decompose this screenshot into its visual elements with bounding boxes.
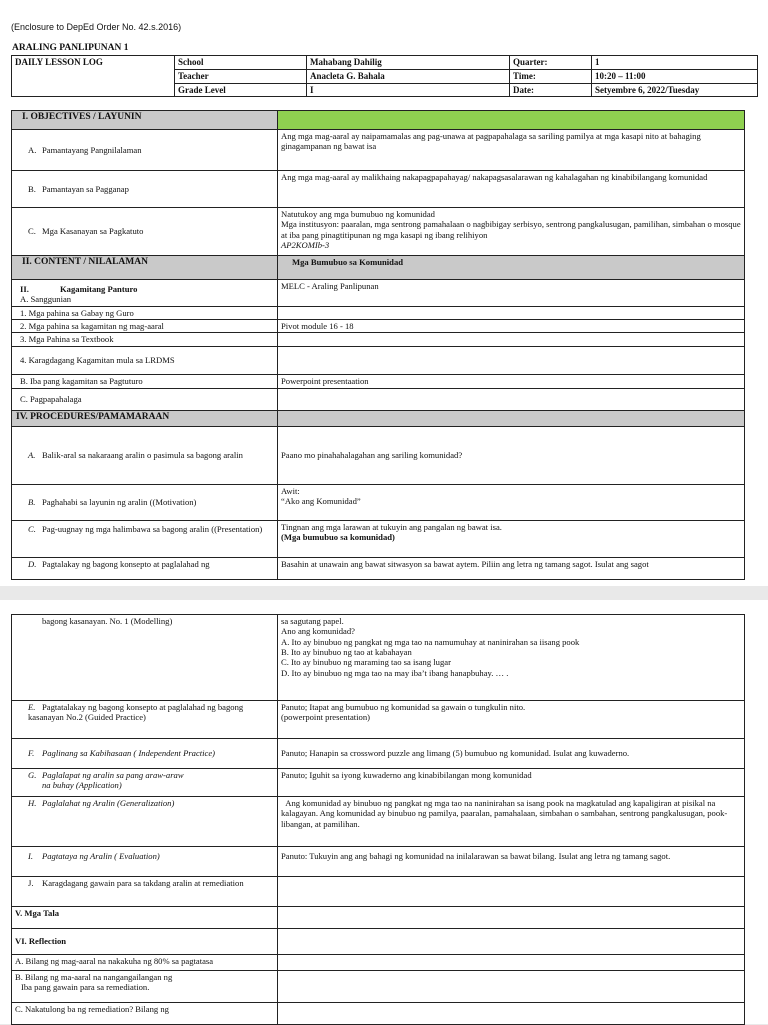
lesson-table-page-2 (11, 614, 745, 1025)
resource-row-c: C. Pagpapahalaga (12, 388, 278, 410)
mga-tala-heading: V. Mga Tala (12, 907, 278, 929)
procedure-d-continued-label: bagong kasanayan. No. 1 (Modelling) (12, 615, 278, 701)
procedure-a-label: A. Balik-aral sa nakaraang aralin o pasimula sa bagong aralin (12, 426, 278, 484)
reflection-b-label: B. Bilang ng ma-aaral na nangangailangan ng Iba pang gawain para sa remediation. (12, 971, 278, 1003)
resource-row-4: 4. Karagdagang Kagamitan mula sa LRDMS (12, 346, 278, 374)
objectives-heading: I. OBJECTIVES / LAYUNIN (12, 111, 278, 130)
quarter-value: 1 (592, 56, 758, 70)
procedure-b-label: B. Paghahabi sa layunin ng aralin ((Motivation) (12, 484, 278, 520)
reflection-text (278, 929, 745, 955)
document-page-2 (0, 600, 768, 1024)
procedure-j-label: J. Karagdagang gawain para sa takdang aralin at remediation (12, 877, 278, 907)
procedure-a-text: Paano mo pinahahalagahan ang sariling komunidad? (278, 426, 745, 484)
procedure-f-text: Panuto; Hanapin sa crossword puzzle ang limang (5) bumubuo ng komunidad. Isulat ang kuwaderno. (278, 739, 745, 769)
resource-row-3-value (278, 333, 745, 346)
teacher-value: Anacleta G. Bahala (307, 69, 510, 83)
procedure-c-label: C. Pag-uugnay ng mga halimbawa sa bagong aralin ((Presentation) (12, 520, 278, 557)
procedure-g-text: Panuto; Iguhit sa iyong kuwaderno ang kinabibilangan mong komunidad (278, 769, 745, 797)
resource-row-b-value: Powerpoint presentaation (278, 374, 745, 388)
procedure-d-continued-text: sa sagutang papel. Ano ang komunidad? A. Ito ay binubuo ng pangkat ng mga tao na namumuhay at naninirahan sa iisang pook B. Ito ay binubuo ng tao at kabahayan C. Ito ay binubuo ng maraming tao sa isang lugar D. Ito ay binubuo ng mga tao na may iba’t ibang hanapbuhay. … . (278, 615, 745, 701)
mga-tala-text (278, 907, 745, 929)
grade-label: Grade Level (175, 83, 307, 97)
reflection-a-value (278, 955, 745, 971)
resource-row-b: B. Iba pang kagamitan sa Pagtuturo (12, 374, 278, 388)
objective-a-label: A. Pamantayang Pangnilalaman (12, 130, 278, 171)
reflection-b-value (278, 971, 745, 1003)
resource-row-1-value (278, 306, 745, 319)
procedure-e-label: E. Pagtatalakay ng bagong konsepto at paglalahad ng bagong kasanayan No.2 (Guided Practice) (12, 701, 278, 739)
procedure-e-text: Panuto; Itapat ang bumubuo ng komunidad sa gawain o tungkulin nito. (powerpoint presentation) (278, 701, 745, 739)
procedure-b-text: Awit: “Ako ang Komunidad” (278, 484, 745, 520)
resource-row-2: 2. Mga pahina sa kagamitan ng mag-aaral (12, 319, 278, 332)
procedure-c-text: Tingnan ang mga larawan at tukuyin ang pangalan ng bawat isa. (Mga bumubuo sa komunidad) (278, 520, 745, 557)
time-label: Time: (510, 69, 592, 83)
objective-c-label: C. Mga Kasanayan sa Pagkatuto (12, 208, 278, 256)
procedure-d-text: Basahin at unawain ang bawat sitwasyon sa bawat aytem. Piliin ang letra ng tamang sagot. Isulat ang sagot (278, 557, 745, 579)
resource-row-c-value (278, 388, 745, 410)
resource-row-4-value (278, 346, 745, 374)
date-label: Date: (510, 83, 592, 97)
content-heading: II. CONTENT / NILALAMAN (12, 256, 278, 280)
resource-row-2-value: Pivot module 16 - 18 (278, 319, 745, 332)
objective-a-text: Ang mga mag-aaral ay naipamamalas ang pag-unawa at pagpapahalaga sa sariling pamilya at mga kasapi nito at bahaging ginagampanan ng bawat isa (278, 130, 745, 171)
grade-value: I (307, 83, 510, 97)
resources-reference: MELC - Araling Panlipunan (278, 280, 745, 307)
teacher-label: Teacher (175, 69, 307, 83)
resources-heading: II. Kagamitang Panturo A. Sanggunian (12, 280, 278, 307)
date-value: Setyembre 6, 2022/Tuesday (592, 83, 758, 97)
quarter-label: Quarter: (510, 56, 592, 70)
procedure-h-text: Ang komunidad ay binubuo ng pangkat ng mga tao na naninirahan sa isang pook na magkatulad ang kapaligiran at pisikal na kalagayan. Ang komunidad ay binubuo ng pamilya, paaralan, pamahalaan, simbahan o sambahan, sentrong pangkalusugan, pook-libangan, at pamilihan. (278, 797, 745, 847)
procedure-d-label: D. Pagtalakay ng bagong konsepto at paglalahad ng (12, 557, 278, 579)
header-table (11, 55, 758, 97)
procedure-g-label: G. Paglalapat ng aralin sa pang araw-araw na buhay (Application) (12, 769, 278, 797)
reflection-c-value (278, 1003, 745, 1025)
procedure-i-text: Panuto: Tukuyin ang ang bahagi ng komunidad na inilalarawan sa bawat bilang. Isulat ang letra ng tamang sagot. (278, 847, 745, 877)
resource-row-1: 1. Mga pahina sa Gabay ng Guro (12, 306, 278, 319)
procedures-heading-fill (278, 410, 745, 426)
objective-c-text: Natutukoy ang mga bumubuo ng komunidad Mga institusyon: paaralan, mga sentrong pamahalaan o nagbibigay serbisyo, sentrong pangkalusugan, pamilihan, simbahan o mosque at iba pang pinagtitipunan ng mga kasapi ng ibang relihiyon AP2KOMIb-3 (278, 208, 745, 256)
resource-row-3: 3. Mga Pahina sa Textbook (12, 333, 278, 346)
objective-b-text: Ang mga mag-aaral ay malikhaing nakapagpapahayag/ nakapagsasalarawan ng kahalagahan ng kinabibilangang komunidad (278, 171, 745, 208)
content-topic: Mga Bumubuo sa Komunidad (278, 256, 745, 280)
school-value: Mahabang Dahilig (307, 56, 510, 70)
objective-b-label: B. Pamantayan sa Pagganap (12, 171, 278, 208)
reflection-c-label: C. Nakatulong ba ng remediation? Bilang ng (12, 1003, 278, 1025)
procedure-j-text (278, 877, 745, 907)
reflection-heading: VI. Reflection (12, 929, 278, 955)
procedure-f-label: F. Paglinang sa Kabihasaan ( Independent Practice) (12, 739, 278, 769)
procedures-heading: IV. PROCEDURES/PAMAMARAAN (12, 410, 278, 426)
time-value: 10:20 – 11:00 (592, 69, 758, 83)
reflection-a-label: A. Bilang ng mag-aaral na nakakuha ng 80% sa pagtatasa (12, 955, 278, 971)
enclosure-note: (Enclosure to DepEd Order No. 42.s.2016) (11, 22, 182, 32)
lesson-table-page-1 (11, 110, 745, 580)
procedure-i-label: I. Pagtataya ng Aralin ( Evaluation) (12, 847, 278, 877)
objectives-highlight (278, 111, 745, 130)
procedure-h-label: H. Paglalahat ng Aralin (Generalization) (12, 797, 278, 847)
school-label: School (175, 56, 307, 70)
daily-lesson-log-title: DAILY LESSON LOG (12, 56, 175, 97)
subject-title: ARALING PANLIPUNAN 1 (12, 43, 129, 53)
